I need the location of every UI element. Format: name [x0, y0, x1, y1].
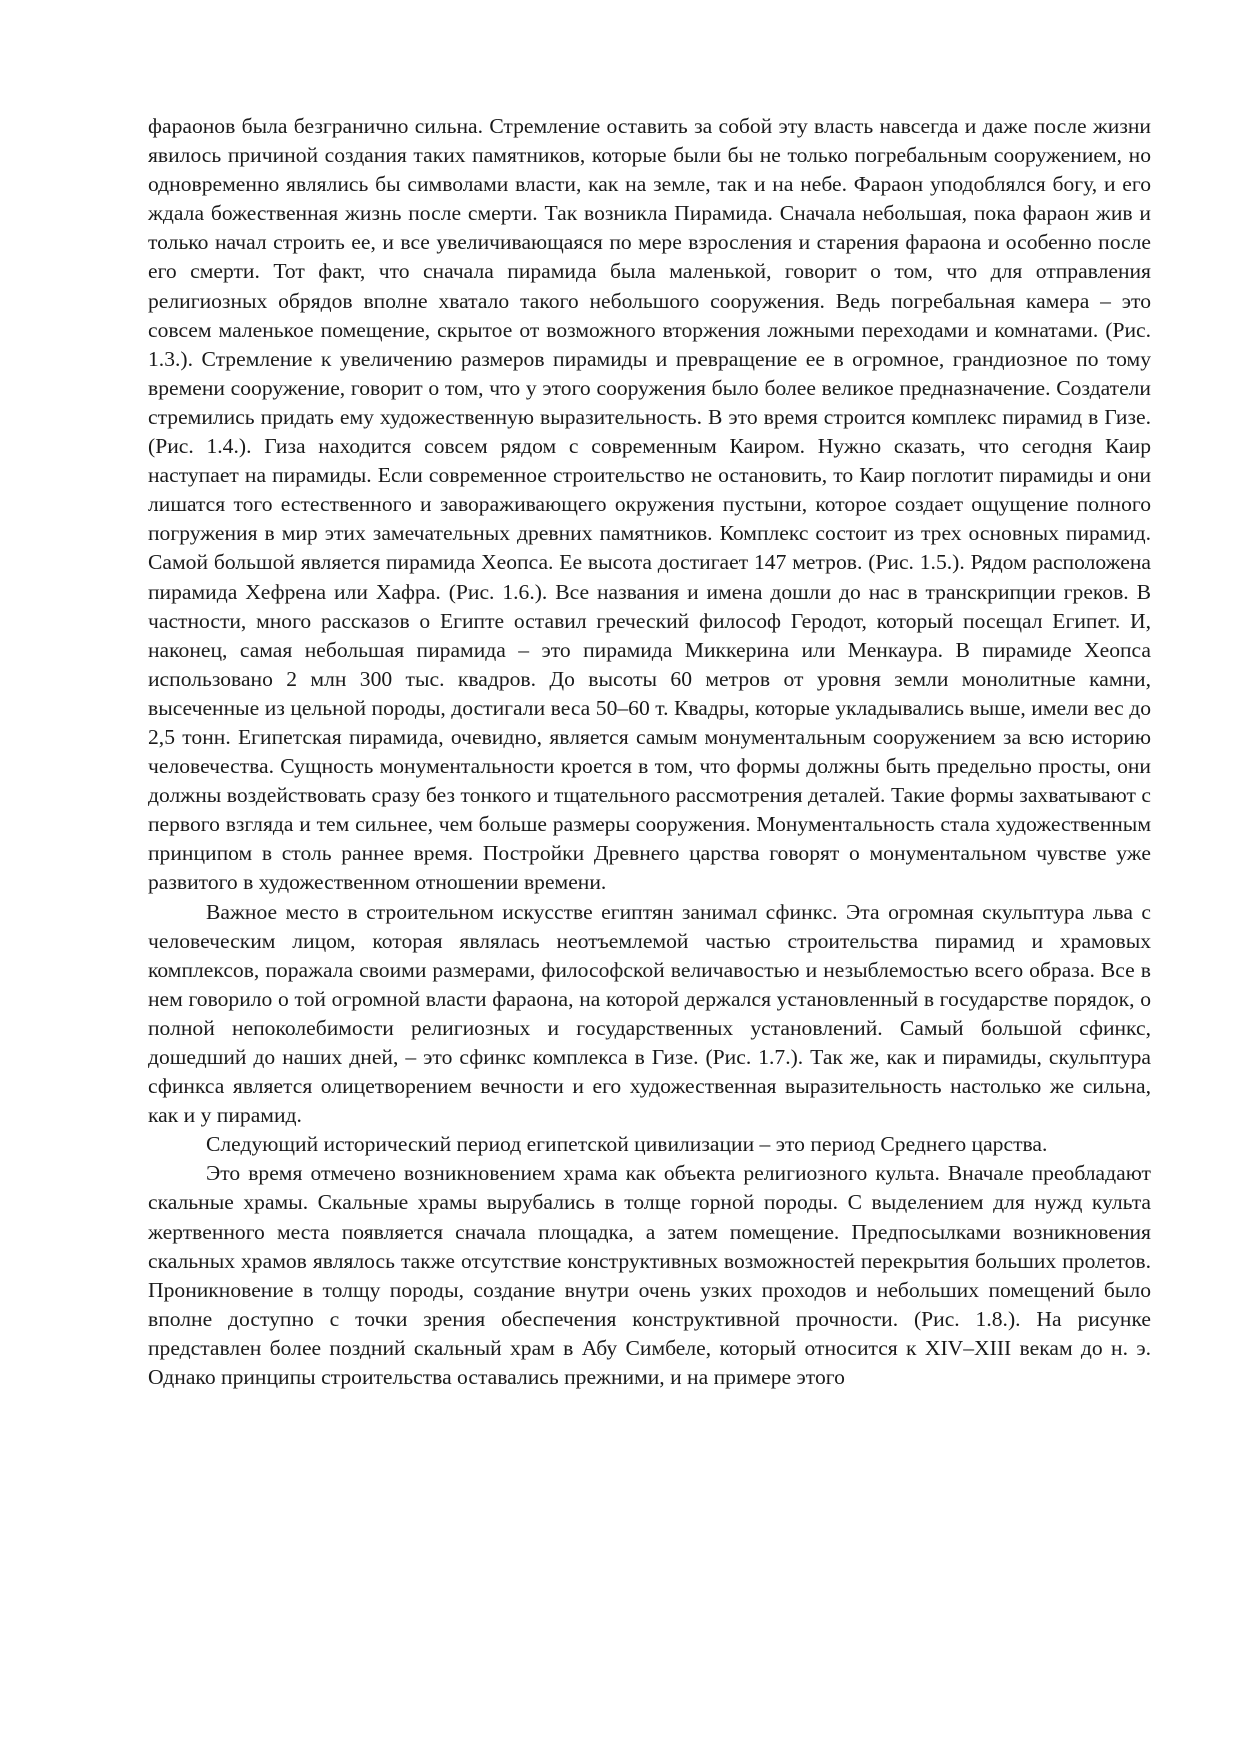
paragraph-middle-kingdom: Следующий исторический период египетской цивилизации – это период Среднего царства.	[206, 1132, 1048, 1157]
paragraph-sphinx: Важное место в строительном искусстве египтян занимал сфинкс. Эта огромная скульптура льва с человеческим лицом, которая являлась неотъемлемой частью строительства пирамид и храмовых комплексов, поражала своими размерами, философской величавостью и незыблемостью всего образа. Все в нем говорило о той огромной власти фараона, на которой держался установленный в государстве порядок, о полной непоколебимости религиозных и государственных установлений. Самый большой сфинкс, дошедший до наших дней, – это сфинкс комплекса в Гизе. (Рис. 1.7.). Так же, как и пирамиды, скульптура сфинкса является олицетворением вечности и его художественная выразительность настолько же сильна, как и у пирамид.	[148, 899, 1151, 1128]
paragraph-rock-temples: Это время отмечено возникновением храма как объекта религиозного культа. Вначале преобладают скальные храмы. Скальные храмы вырубались в толще горной породы. С выделением для нужд культа жертвенного места появляется сначала площадка, а затем помещение. Предпосылками возникновения скальных храмов являлось также отсутствие конструктивных возможностей перекрытия больших пролетов. Проникновение в толщу породы, создание внутри очень узких проходов и небольших помещений было вполне доступно с точки зрения обеспечения конструктивной прочности. (Рис. 1.8.). На рисунке представлен более поздний скальный храм в Абу Симбеле, который относится к XIV–XIII векам до н. э. Однако принципы строительства оставались прежними, и на примере этого	[148, 1161, 1151, 1390]
document-page	[148, 112, 1151, 1392]
paragraph-pyramids: фараонов была безгранично сильна. Стремление оставить за собой эту власть навсегда и даже после жизни явилось причиной создания таких памятников, которые были бы не только погребальным сооружением, но одновременно являлись бы символами власти, как на земле, так и на небе. Фараон уподоблялся богу, и его ждала божественная жизнь после смерти. Так возникла Пирамида. Сначала небольшая, пока фараон жив и только начал строить ее, и все увеличивающаяся по мере взросления и старения фараона и особенно после его смерти. Тот факт, что сначала пирамида была маленькой, говорит о том, что для отправления религиозных обрядов вполне хватало такого небольшого сооружения. Ведь погребальная камера – это совсем маленькое помещение, скрытое от возможного вторжения ложными переходами и комнатами. (Рис. 1.3.). Стремление к увеличению размеров пирамиды и превращение ее в огромное, грандиозное по тому времени сооружение, говорит о том, что у этого сооружения было более великое предназначение. Создатели стремились придать ему художественную выразительность. В это время строится комплекс пирамид в Гизе. (Рис. 1.4.). Гиза находится совсем рядом с современным Каиром. Нужно сказать, что сегодня Каир наступает на пирамиды. Если современное строительство не остановить, то Каир поглотит пирамиды и они лишатся того естественного и завораживающего окружения пустыни, которое создает ощущение полного погружения в мир этих замечательных древних памятников. Комплекс состоит из трех основных пирамид. Самой большой является пирамида Хеопса. Ее высота достигает 147 метров. (Рис. 1.5.). Рядом расположена пирамида Хефрена или Хафра. (Рис. 1.6.). Все названия и имена дошли до нас в транскрипции греков. В частности, много рассказов о Египте оставил греческий философ Геродот, который посещал Египет. И, наконец, самая небольшая пирамида – это пирамида Миккерина или Менкаура. В пирамиде Хеопса использовано 2 млн 300 тыс. квадров. До высоты 60 метров от уровня земли монолитные камни, высеченные из цельной породы, достигали веса 50–60 т. Квадры, которые укладывались выше, имели вес до 2,5 тонн. Египетская пирамида, очевидно, является самым монументальным сооружением за всю историю человечества. Сущность монументальности кроется в том, что формы должны быть предельно просты, они должны воздействовать сразу без тонкого и тщательного рассмотрения деталей. Такие формы захватывают с первого взгляда и тем сильнее, чем больше размеры сооружения. Монументальность стала художественным принципом в столь раннее время. Постройки Древнего царства говорят о монументальном чувстве уже развитого в художественном отношении времени.	[148, 114, 1151, 895]
